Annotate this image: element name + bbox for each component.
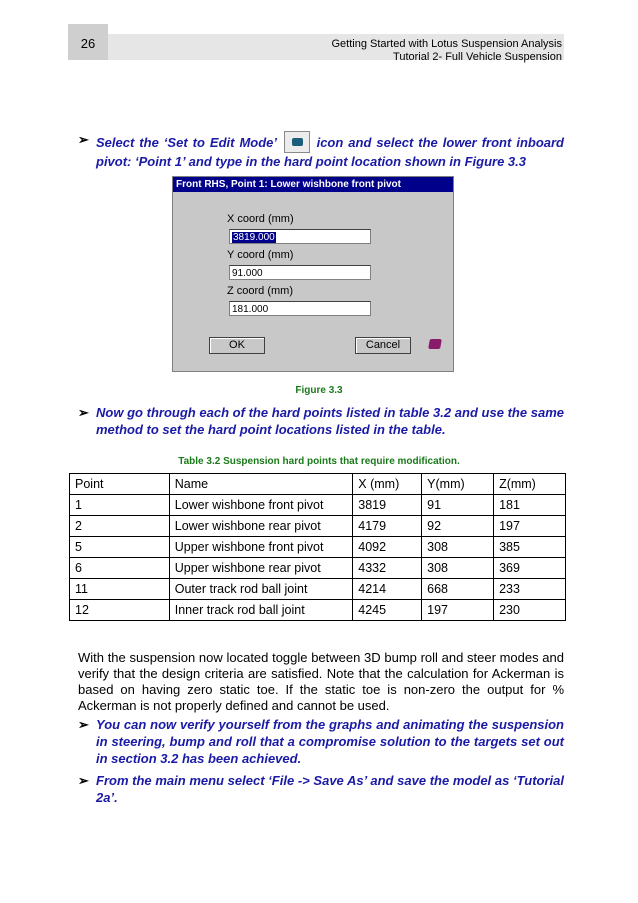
table-row xyxy=(70,495,566,516)
instruction-bullet-2 xyxy=(78,404,564,438)
table-cell: 668 xyxy=(422,579,494,600)
ok-button[interactable]: OK xyxy=(209,337,265,354)
y-coord-input[interactable]: 91.000 xyxy=(229,265,371,280)
header-title-line1: Getting Started with Lotus Suspension Analysis xyxy=(331,38,562,50)
bullet-arrow-icon: ➢ xyxy=(78,717,89,732)
table-cell: Outer track rod ball joint xyxy=(169,579,353,600)
table-cell: 4179 xyxy=(353,516,422,537)
bullet4-text: From the main menu select ‘File -> Save As’ and save the model as ‘Tutorial 2a’. xyxy=(96,773,564,805)
table-row xyxy=(70,558,566,579)
table-cell: Lower wishbone front pivot xyxy=(169,495,353,516)
z-coord-label: Z coord (mm) xyxy=(227,285,293,297)
edit-mode-icon xyxy=(284,131,310,153)
table-caption: Table 3.2 Suspension hard points that require modification. xyxy=(178,456,460,467)
table-cell: Upper wishbone rear pivot xyxy=(169,558,353,579)
table-cell: 5 xyxy=(70,537,170,558)
table-header-row xyxy=(70,474,566,495)
table-cell: 4245 xyxy=(353,600,422,621)
header-title-line2: Tutorial 2- Full Vehicle Suspension xyxy=(393,51,562,63)
table-cell: 4092 xyxy=(353,537,422,558)
table-cell: 92 xyxy=(422,516,494,537)
table-cell: 233 xyxy=(494,579,566,600)
bullet-arrow-icon: ➢ xyxy=(78,132,89,147)
table-cell: 308 xyxy=(422,558,494,579)
body-paragraph: With the suspension now located toggle between 3D bump roll and steer modes and verify that the design criteria are satisfied. Note that the calculation for Ackerman is based on having zero static toe. If the static toe is non-zero the output for % Ackerman is not properly defined and cannot be used. xyxy=(78,650,564,713)
cancel-button[interactable]: Cancel xyxy=(355,337,411,354)
table-cell: 6 xyxy=(70,558,170,579)
table-cell: 11 xyxy=(70,579,170,600)
table-row xyxy=(70,600,566,621)
bullet2-text: Now go through each of the hard points listed in table 3.2 and use the same method to set the hard point locations listed in the table. xyxy=(96,405,564,437)
table-row xyxy=(70,537,566,558)
table-cell: Lower wishbone rear pivot xyxy=(169,516,353,537)
book-icon[interactable] xyxy=(428,339,442,349)
header-title xyxy=(331,38,562,64)
instruction-bullet-4 xyxy=(78,772,564,806)
table-cell: 385 xyxy=(494,537,566,558)
figure-caption: Figure 3.3 xyxy=(295,385,343,396)
table-cell: 4214 xyxy=(353,579,422,600)
instruction-bullet-1 xyxy=(78,131,564,170)
x-coord-label: X coord (mm) xyxy=(227,213,294,225)
table-cell: 2 xyxy=(70,516,170,537)
bullet-arrow-icon: ➢ xyxy=(78,405,89,420)
table-cell: 3819 xyxy=(353,495,422,516)
x-coord-input[interactable]: 3819.000 xyxy=(229,229,371,244)
table-row xyxy=(70,579,566,600)
table-cell: 12 xyxy=(70,600,170,621)
z-coord-input[interactable]: 181.000 xyxy=(229,301,371,316)
table-cell: Inner track rod ball joint xyxy=(169,600,353,621)
table-header-cell: Z(mm) xyxy=(494,474,566,495)
table-cell: 197 xyxy=(494,516,566,537)
hard-point-dialog xyxy=(172,176,454,372)
table-header-cell: Name xyxy=(169,474,353,495)
table-cell: 4332 xyxy=(353,558,422,579)
table-header-cell: Y(mm) xyxy=(422,474,494,495)
table-cell: 1 xyxy=(70,495,170,516)
table-cell: Upper wishbone front pivot xyxy=(169,537,353,558)
hard-points-table xyxy=(69,473,566,621)
dialog-title: Front RHS, Point 1: Lower wishbone front pivot xyxy=(173,177,453,192)
bullet1-text-a: Select the ‘Set to Edit Mode’ xyxy=(96,135,277,150)
table-cell: 369 xyxy=(494,558,566,579)
instruction-bullet-3 xyxy=(78,716,564,767)
bullet1-text-b: icon and select the lower front inboard pivot: ‘Point 1’ and type in the hard point location shown in Figure 3.3 xyxy=(96,135,564,169)
bullet-arrow-icon: ➢ xyxy=(78,773,89,788)
table-cell: 91 xyxy=(422,495,494,516)
table-cell: 230 xyxy=(494,600,566,621)
table-header-cell: X (mm) xyxy=(353,474,422,495)
table-row xyxy=(70,516,566,537)
table-cell: 197 xyxy=(422,600,494,621)
bullet3-text: You can now verify yourself from the graphs and animating the suspension in steering, bump and roll that a compromise solution to the targets set out in section 3.2 has been achieved. xyxy=(96,717,564,766)
table-header-cell: Point xyxy=(70,474,170,495)
page-number: 26 xyxy=(68,24,108,60)
y-coord-label: Y coord (mm) xyxy=(227,249,294,261)
table-cell: 181 xyxy=(494,495,566,516)
table-cell: 308 xyxy=(422,537,494,558)
